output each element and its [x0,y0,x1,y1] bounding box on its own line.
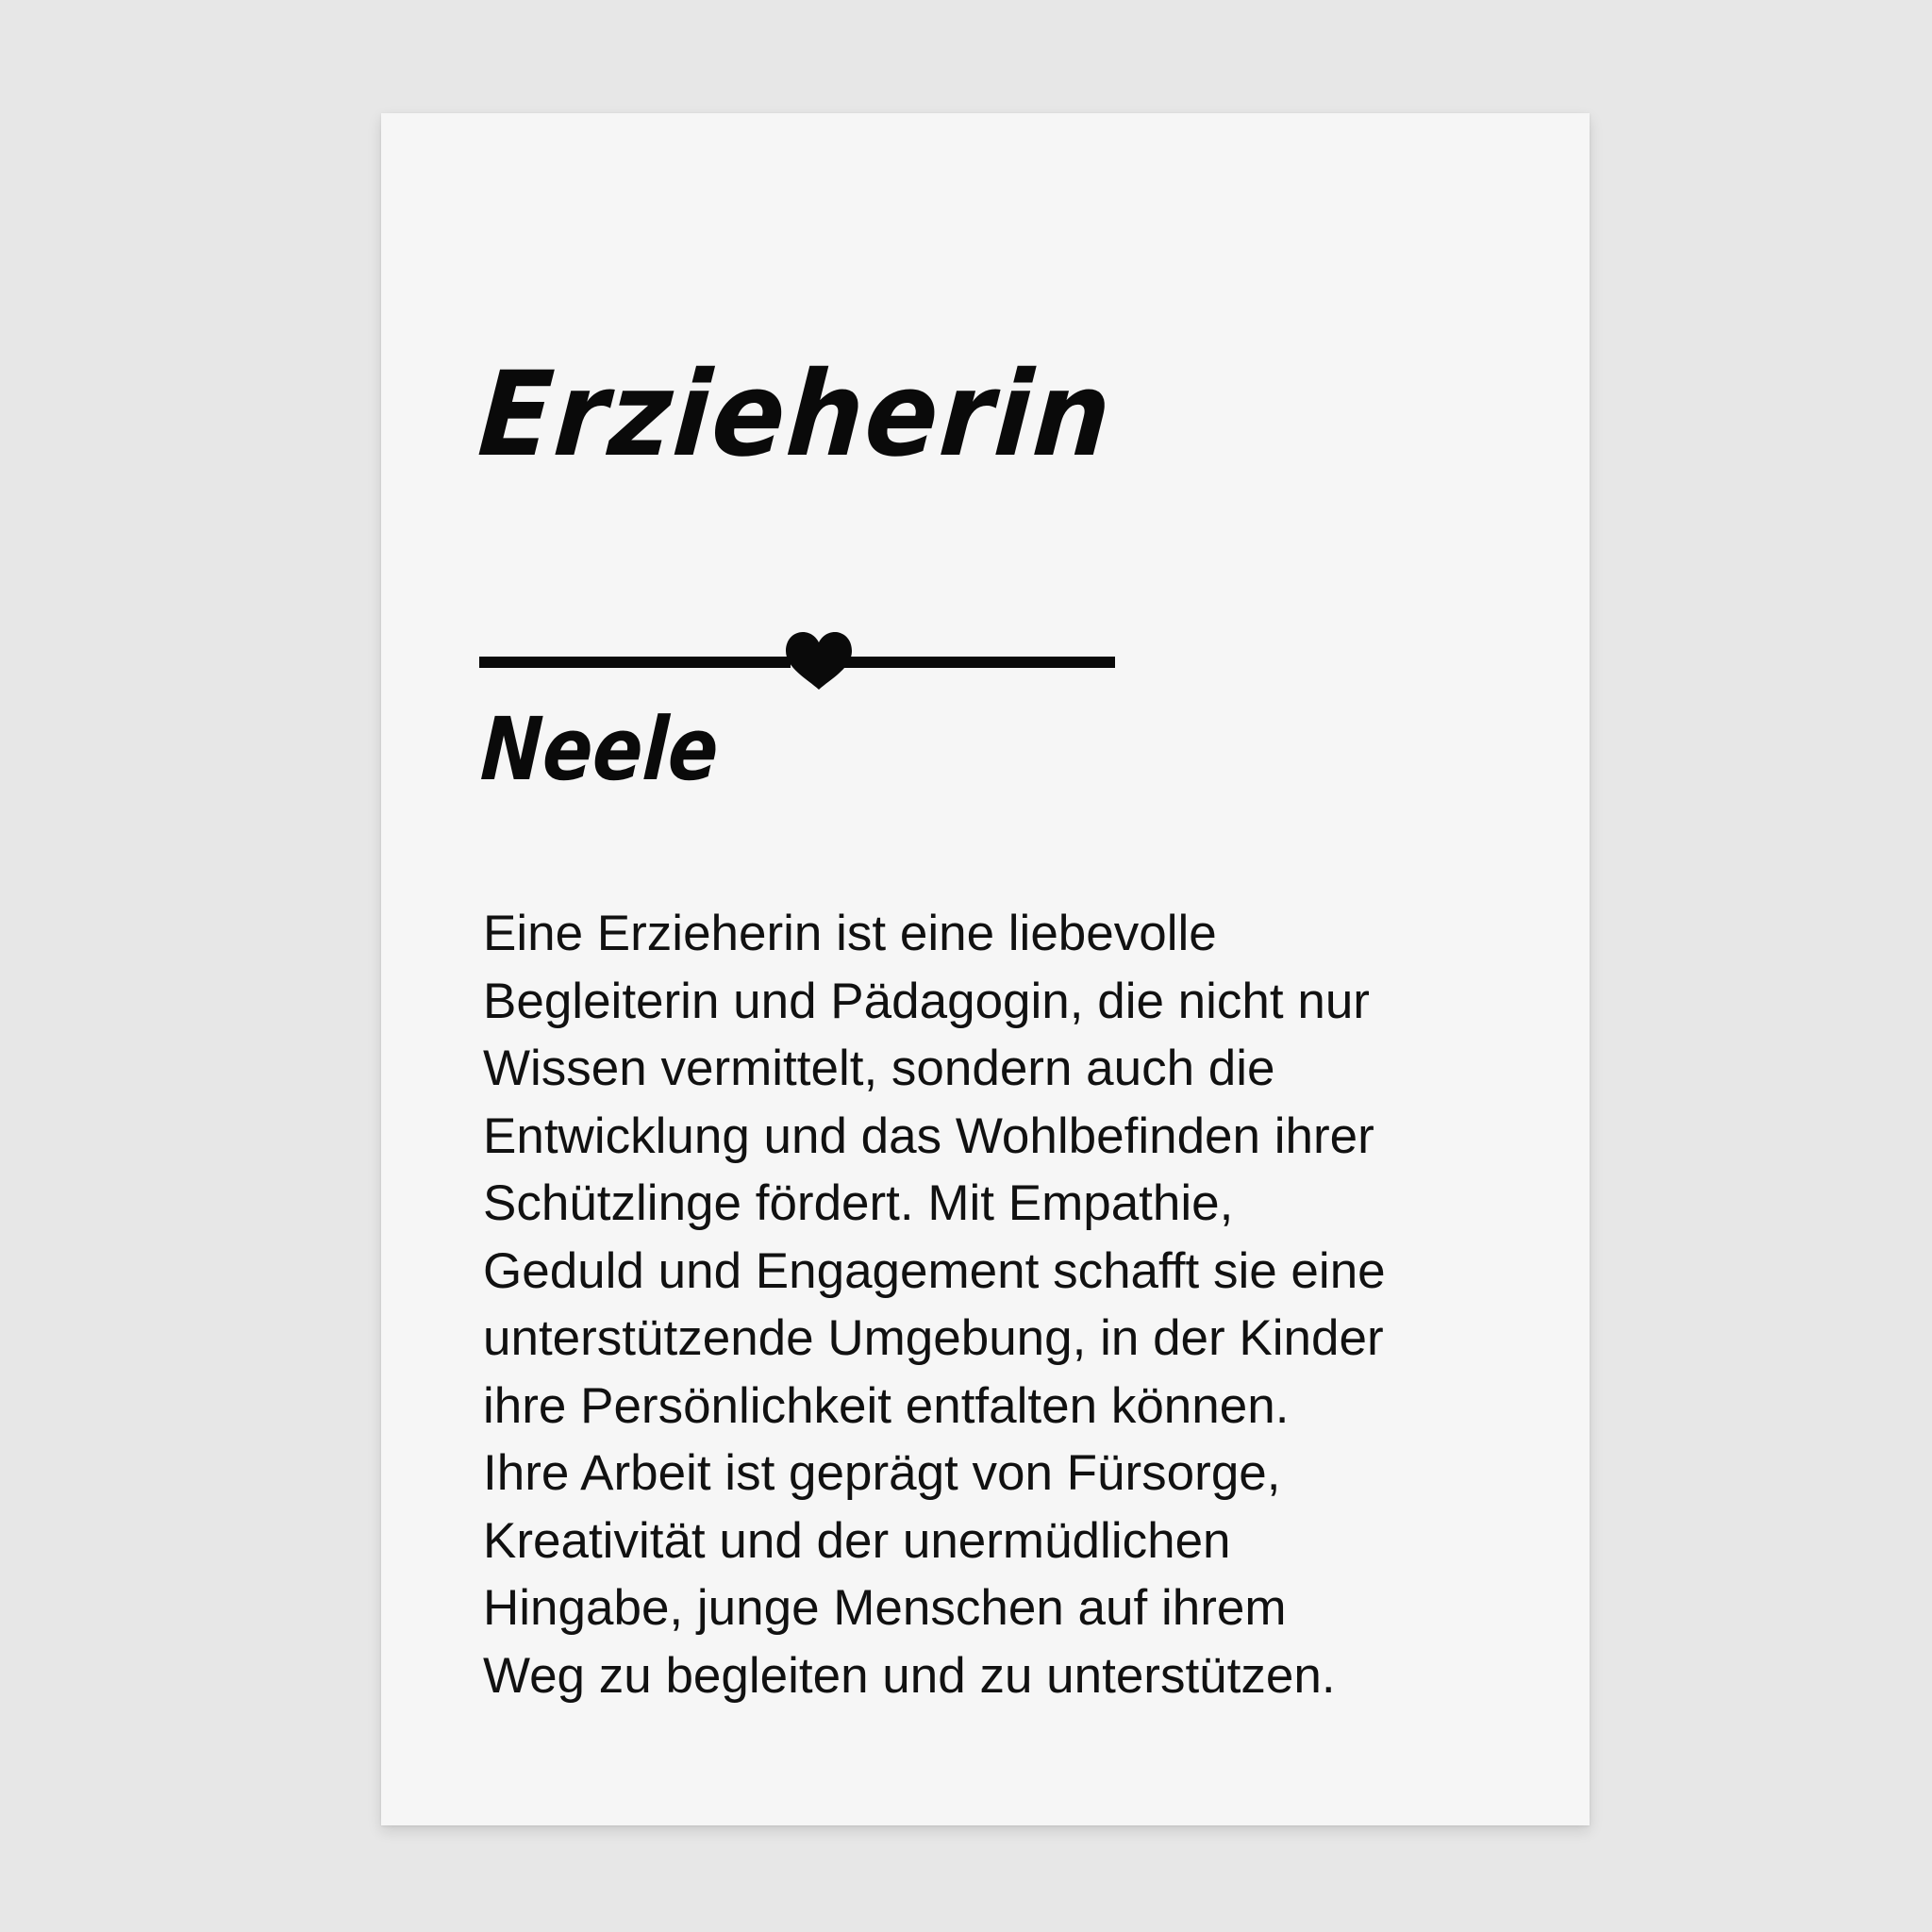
text-line: Begleiterin und Pädagogin, die nicht nur [483,973,1370,1029]
poster-name: Neele [478,699,722,800]
text-line: Weg zu begleiten und zu unterstützen. [483,1647,1336,1704]
heart-icon [786,632,852,690]
text-line: Ihre Arbeit ist geprägt von Fürsorge, [483,1445,1281,1501]
text-line: Kreativität und der unermüdlichen [483,1512,1231,1569]
text-line: Schützlinge fördert. Mit Empathie, [483,1175,1234,1231]
text-line: Eine Erzieherin ist eine liebevolle [483,906,1217,961]
divider-line-right [838,657,1115,668]
text-line: ihre Persönlichkeit entfalten können. [483,1377,1290,1434]
poster-card [381,113,1590,1825]
text-line: Wissen vermittelt, sondern auch die [483,1041,1275,1096]
text-line: Entwicklung und das Wohlbefinden ihrer [483,1108,1374,1164]
text-line: Geduld und Engagement schafft sie eine [483,1242,1386,1299]
heart-divider [479,630,1115,696]
definition-text [483,900,1530,1709]
divider-line-left [479,657,791,668]
text-line: unterstützende Umgebung, in der Kinder [483,1310,1384,1366]
text-line: Hingabe, junge Menschen auf ihrem [483,1580,1287,1636]
poster-title: Erzieherin [474,347,1117,483]
